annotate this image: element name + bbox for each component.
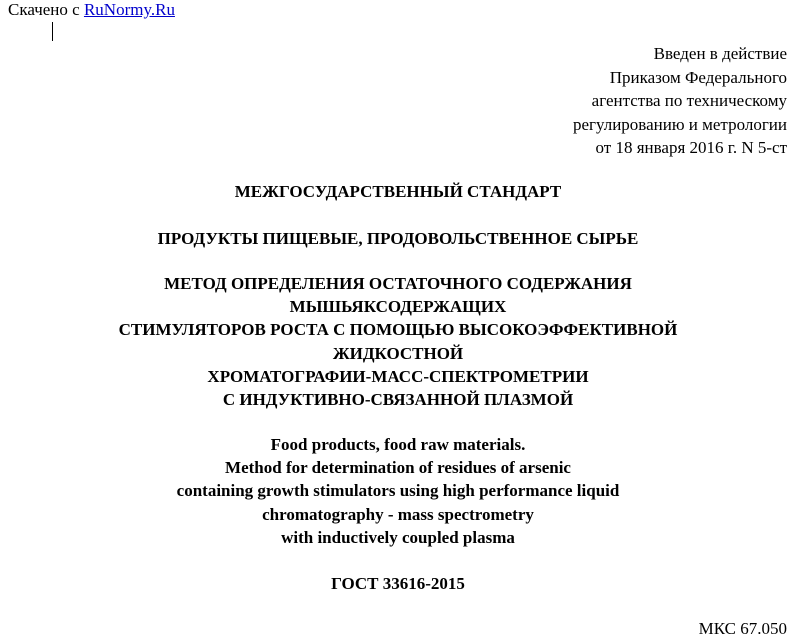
title-en-line: Food products, food raw materials. (270, 435, 526, 454)
classifier-code: МКС 67.050 (698, 619, 787, 638)
title-ru-line: МЕТОД ОПРЕДЕЛЕНИЯ ОСТАТОЧНОГО СОДЕРЖАНИЯ (164, 274, 632, 293)
title-en-line: chromatography - mass spectrometry (262, 504, 534, 524)
title-en-line: Method for determination of residues of arsenic (225, 458, 571, 478)
introduction-note (573, 42, 787, 160)
intro-line: Введен в действие (653, 44, 787, 63)
title-ru-line: ХРОМАТОГРАФИИ-МАСС-СПЕКТРОМЕТРИИ (207, 366, 589, 386)
standard-type-heading (0, 180, 790, 203)
intro-line: от 18 января 2016 г. N 5-ст (595, 138, 787, 157)
title-en-line: containing growth stimulators using high performance liquid (176, 481, 620, 501)
source-line (8, 0, 175, 20)
source-link[interactable]: RuNormy.Ru (83, 0, 175, 19)
source-prefix: Скачено с (8, 0, 84, 19)
title-ru-line: СТИМУЛЯТОРОВ РОСТА С ПОМОЩЬЮ ВЫСОКОЭФФЕКТИВНОЙ (118, 320, 678, 340)
designation-text: ГОСТ 33616-2015 (331, 574, 465, 593)
intro-line: агентства по техническому (591, 91, 787, 110)
text-cursor (52, 22, 53, 41)
intro-line: Приказом Федерального (609, 67, 787, 87)
standard-designation (0, 572, 790, 595)
title-en-line: with inductively coupled plasma (281, 527, 515, 547)
russian-title-part1 (0, 227, 790, 250)
title-ru-line: С ИНДУКТИВНО-СВЯЗАННОЙ ПЛАЗМОЙ (222, 390, 574, 410)
standard-type-text: МЕЖГОСУДАРСТВЕННЫЙ СТАНДАРТ (234, 182, 562, 201)
title-ru-line: МЫШЬЯКСОДЕРЖАЩИХ (289, 297, 507, 317)
russian-title-part2 (0, 272, 790, 411)
title-ru-line: ЖИДКОСТНОЙ (332, 343, 464, 363)
english-title (0, 433, 790, 549)
title-ru-line: ПРОДУКТЫ ПИЩЕВЫЕ, ПРОДОВОЛЬСТВЕННОЕ СЫРЬЕ (157, 229, 639, 248)
intro-line: регулированию и метрологии (572, 114, 787, 134)
